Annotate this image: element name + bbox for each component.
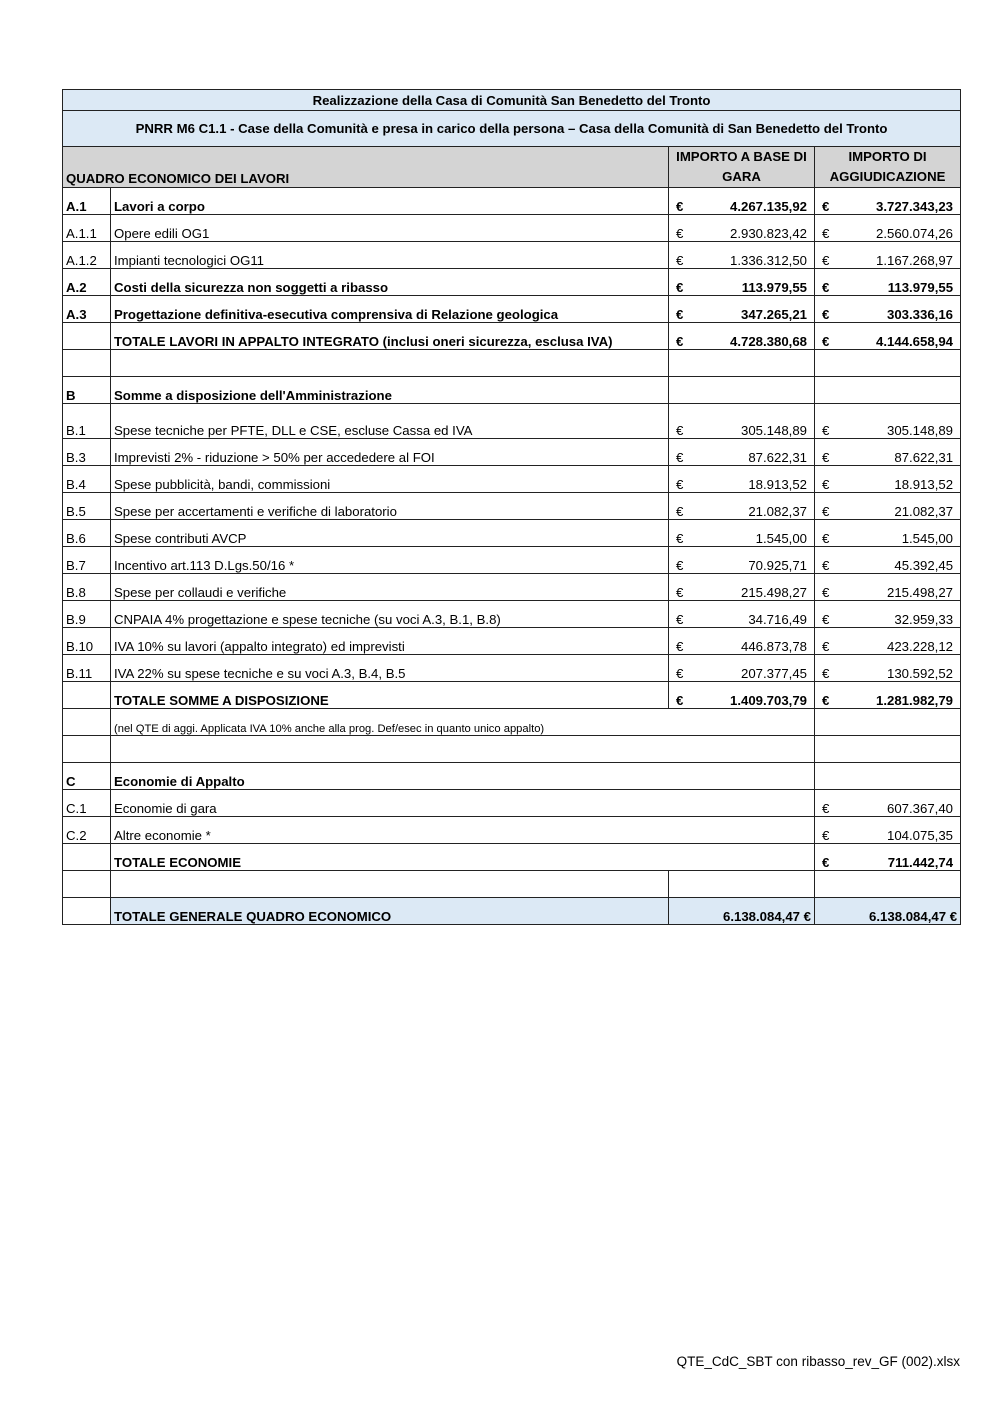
- currency-symbol: €: [676, 226, 684, 241]
- table-row: [63, 547, 961, 574]
- amount-base-gara: [669, 547, 815, 574]
- row-desc: Opere edili OG1: [111, 215, 669, 242]
- amount-aggiudicazione: [815, 790, 961, 817]
- amount-value: 18.913,52: [894, 477, 954, 492]
- blank-row: [63, 736, 961, 763]
- amount-value: 1.545,00: [901, 531, 954, 546]
- currency-symbol: €: [676, 666, 684, 681]
- currency-symbol: €: [676, 585, 684, 600]
- row-desc: IVA 22% su spese tecniche e su voci A.3, B.4, B.5: [111, 655, 669, 682]
- table-row: [63, 296, 961, 323]
- amount-value: 1.545,00: [755, 531, 807, 546]
- row-code: B.4: [63, 466, 111, 493]
- row-desc: IVA 10% su lavori (appalto integrato) ed imprevisti: [111, 628, 669, 655]
- row-code: B.8: [63, 574, 111, 601]
- section-b: [63, 404, 961, 682]
- table-row: [63, 574, 961, 601]
- currency-symbol: €: [676, 477, 684, 492]
- amount-aggiudicazione: [815, 188, 961, 215]
- amount-base-gara: [669, 655, 815, 682]
- table-row: [63, 439, 961, 466]
- amount-base-gara: [669, 269, 815, 296]
- grand-total-row: [63, 898, 961, 925]
- row-code: A.2: [63, 269, 111, 296]
- amount-value: 1.281.982,79: [876, 693, 954, 708]
- document-title: Realizzazione della Casa di Comunità San Benedetto del Tronto: [63, 90, 961, 111]
- currency-symbol: €: [822, 558, 830, 573]
- table-row: [63, 628, 961, 655]
- table-row: [63, 817, 961, 844]
- currency-symbol: €: [676, 531, 684, 546]
- amount-aggiudicazione: [815, 323, 961, 350]
- grand-total-label: TOTALE GENERALE QUADRO ECONOMICO: [111, 898, 669, 925]
- row-desc: Spese per collaudi e verifiche: [111, 574, 669, 601]
- row-desc: CNPAIA 4% progettazione e spese tecniche (su voci A.3, B.1, B.8): [111, 601, 669, 628]
- table-row: [63, 188, 961, 215]
- amount-base-gara: [669, 188, 815, 215]
- amount-base-gara: [669, 790, 815, 817]
- grand-total-base-gara: 6.138.084,47 €: [669, 898, 815, 925]
- amount-value: 34.716,49: [748, 612, 807, 627]
- amount-value: 45.392,45: [894, 558, 954, 573]
- amount-value: 3.727.343,23: [876, 199, 954, 214]
- amount-base-gara: [669, 493, 815, 520]
- section-b-note-row: [63, 709, 961, 736]
- amount-value: 2.930.823,42: [729, 226, 807, 241]
- section-c: [63, 790, 961, 844]
- amount-aggiudicazione: [815, 404, 961, 439]
- currency-symbol: €: [676, 612, 684, 627]
- amount-aggiudicazione: [815, 682, 961, 709]
- amount-value: 4.267.135,92: [729, 199, 807, 214]
- amount-value: 104.075,35: [887, 828, 954, 843]
- amount-base-gara: [669, 574, 815, 601]
- currency-symbol: €: [822, 423, 830, 438]
- row-desc: TOTALE ECONOMIE: [111, 844, 669, 871]
- amount-aggiudicazione: [815, 439, 961, 466]
- currency-symbol: €: [822, 693, 830, 708]
- row-desc: Spese pubblicità, bandi, commissioni: [111, 466, 669, 493]
- footer-filename: QTE_CdC_SBT con ribasso_rev_GF (002).xlsx: [676, 1354, 960, 1369]
- row-desc: Spese tecniche per PFTE, DLL e CSE, escluse Cassa ed IVA: [111, 404, 669, 439]
- amount-aggiudicazione: [815, 466, 961, 493]
- section-b-note: (nel QTE di aggi. Applicata IVA 10% anche alla prog. Def/esec in quanto unico appalto): [111, 709, 669, 736]
- row-code: A.3: [63, 296, 111, 323]
- section-c-code: C: [63, 763, 111, 790]
- row-code: C.2: [63, 817, 111, 844]
- amount-base-gara: [669, 242, 815, 269]
- document-subtitle: PNRR M6 C1.1 - Case della Comunità e presa in carico della persona – Casa della Comunità di San Benedetto del Tronto: [63, 111, 961, 147]
- table-row: [63, 493, 961, 520]
- currency-symbol: €: [676, 423, 684, 438]
- amount-aggiudicazione: [815, 215, 961, 242]
- amount-aggiudicazione: [815, 547, 961, 574]
- table-row: [63, 404, 961, 439]
- amount-value: 423.228,12: [887, 639, 954, 654]
- amount-value: 1.409.703,79: [729, 693, 807, 708]
- section-c-heading-row: [63, 763, 961, 790]
- row-code: B.3: [63, 439, 111, 466]
- amount-aggiudicazione: [815, 269, 961, 296]
- amount-base-gara: [669, 817, 815, 844]
- blank-row: [63, 350, 961, 377]
- currency-symbol: €: [822, 450, 830, 465]
- amount-value: 303.336,16: [887, 307, 954, 322]
- section-b-heading-row: [63, 377, 961, 404]
- amount-aggiudicazione: [815, 520, 961, 547]
- row-desc: Progettazione definitiva-esecutiva comprensiva di Relazione geologica: [111, 296, 669, 323]
- amount-value: 70.925,71: [748, 558, 807, 573]
- amount-value: 1.167.268,97: [876, 253, 954, 268]
- table-row: [63, 269, 961, 296]
- row-code: [63, 323, 111, 350]
- table-row: [63, 655, 961, 682]
- amount-value: 32.959,33: [894, 612, 954, 627]
- currency-symbol: €: [822, 828, 830, 843]
- currency-symbol: €: [676, 253, 684, 268]
- currency-symbol: €: [822, 585, 830, 600]
- currency-symbol: €: [676, 558, 684, 573]
- section-b-total-row: [63, 682, 961, 709]
- header-col-base-gara: [669, 147, 815, 188]
- amount-value: 347.265,21: [740, 307, 807, 322]
- row-desc: TOTALE SOMME A DISPOSIZIONE: [111, 682, 669, 709]
- amount-base-gara: [669, 628, 815, 655]
- currency-symbol: €: [676, 639, 684, 654]
- currency-symbol: €: [822, 280, 830, 295]
- amount-value: 4.144.658,94: [876, 334, 954, 349]
- currency-symbol: €: [676, 280, 684, 295]
- amount-base-gara: [669, 296, 815, 323]
- row-desc: Costi della sicurezza non soggetti a ribasso: [111, 269, 669, 296]
- section-b-code: B: [63, 377, 111, 404]
- amount-value: 130.592,52: [887, 666, 954, 681]
- table-row: [63, 790, 961, 817]
- currency-symbol: €: [676, 334, 684, 349]
- amount-aggiudicazione: [815, 574, 961, 601]
- row-desc: Economie di gara: [111, 790, 669, 817]
- row-code: B.11: [63, 655, 111, 682]
- amount-value: 305.148,89: [887, 423, 954, 438]
- currency-symbol: €: [676, 693, 684, 708]
- row-desc: Imprevisti 2% - riduzione > 50% per accededere al FOI: [111, 439, 669, 466]
- currency-symbol: €: [822, 666, 830, 681]
- amount-value: 87.622,31: [894, 450, 954, 465]
- currency-symbol: €: [676, 504, 684, 519]
- amount-base-gara: [669, 682, 815, 709]
- amount-value: 87.622,31: [748, 450, 807, 465]
- currency-symbol: €: [676, 199, 684, 214]
- row-code: A.1: [63, 188, 111, 215]
- amount-value: 21.082,37: [748, 504, 807, 519]
- amount-value: 711.442,74: [887, 855, 954, 870]
- amount-value: 2.560.074,26: [876, 226, 954, 241]
- amount-value: 113.979,55: [887, 280, 954, 295]
- amount-base-gara: [669, 404, 815, 439]
- table-row: [63, 466, 961, 493]
- amount-value: 305.148,89: [740, 423, 807, 438]
- currency-symbol: €: [822, 253, 830, 268]
- row-desc: Spese per accertamenti e verifiche di laboratorio: [111, 493, 669, 520]
- row-code: B.5: [63, 493, 111, 520]
- currency-symbol: €: [822, 801, 830, 816]
- row-desc: Impianti tecnologici OG11: [111, 242, 669, 269]
- subtitle-row: [63, 111, 961, 147]
- header-section-label: QUADRO ECONOMICO DEI LAVORI: [63, 147, 669, 188]
- section-a-total-row: [63, 323, 961, 350]
- amount-base-gara: [669, 520, 815, 547]
- table-row: [63, 242, 961, 269]
- row-code: B.10: [63, 628, 111, 655]
- header-col-base-gara-text: IMPORTO A BASE DI GARA: [676, 149, 807, 184]
- currency-symbol: €: [822, 226, 830, 241]
- row-desc: Incentivo art.113 D.Lgs.50/16 *: [111, 547, 669, 574]
- currency-symbol: €: [822, 639, 830, 654]
- amount-aggiudicazione: [815, 601, 961, 628]
- currency-symbol: €: [822, 504, 830, 519]
- currency-symbol: €: [822, 307, 830, 322]
- currency-symbol: €: [676, 307, 684, 322]
- title-row: [63, 90, 961, 111]
- amount-base-gara: [669, 439, 815, 466]
- amount-aggiudicazione: [815, 628, 961, 655]
- amount-value: 215.498,27: [887, 585, 954, 600]
- amount-aggiudicazione: [815, 655, 961, 682]
- currency-symbol: €: [822, 334, 830, 349]
- amount-base-gara: [669, 601, 815, 628]
- row-desc: TOTALE LAVORI IN APPALTO INTEGRATO (inclusi oneri sicurezza, esclusa IVA): [111, 323, 669, 350]
- amount-value: 18.913,52: [748, 477, 807, 492]
- section-b-title: Somme a disposizione dell'Amministrazione: [111, 377, 669, 404]
- amount-aggiudicazione: [815, 844, 961, 871]
- amount-value: 215.498,27: [740, 585, 807, 600]
- amount-value: 207.377,45: [740, 666, 807, 681]
- amount-value: 607.367,40: [887, 801, 954, 816]
- row-code: [63, 682, 111, 709]
- currency-symbol: €: [676, 450, 684, 465]
- table-row: [63, 520, 961, 547]
- currency-symbol: €: [822, 199, 830, 214]
- row-desc: Spese contributi AVCP: [111, 520, 669, 547]
- quadro-economico-sheet: [62, 89, 960, 925]
- amount-value: 4.728.380,68: [729, 334, 807, 349]
- header-col-aggiudicazione-text: IMPORTO DI AGGIUDICAZIONE: [829, 149, 946, 184]
- row-code: A.1.2: [63, 242, 111, 269]
- row-code: A.1.1: [63, 215, 111, 242]
- quadro-economico-table: [62, 89, 961, 925]
- section-c-total-row: [63, 844, 961, 871]
- row-code: B.7: [63, 547, 111, 574]
- amount-aggiudicazione: [815, 296, 961, 323]
- amount-value: 21.082,37: [894, 504, 954, 519]
- currency-symbol: €: [822, 477, 830, 492]
- amount-value: 1.336.312,50: [729, 253, 807, 268]
- row-code: B.6: [63, 520, 111, 547]
- amount-aggiudicazione: [815, 242, 961, 269]
- currency-symbol: €: [822, 531, 830, 546]
- grand-total-aggiudicazione: 6.138.084,47 €: [815, 898, 961, 925]
- section-a: [63, 188, 961, 323]
- currency-symbol: €: [822, 612, 830, 627]
- table-row: [63, 601, 961, 628]
- section-c-title: Economie di Appalto: [111, 763, 669, 790]
- header-col-aggiudicazione: [815, 147, 961, 188]
- row-desc: Lavori a corpo: [111, 188, 669, 215]
- table-row: [63, 215, 961, 242]
- row-code: B.9: [63, 601, 111, 628]
- row-desc: Altre economie *: [111, 817, 669, 844]
- row-code: [63, 844, 111, 871]
- currency-symbol: €: [822, 855, 830, 870]
- amount-aggiudicazione: [815, 493, 961, 520]
- amount-base-gara: [669, 323, 815, 350]
- amount-value: 446.873,78: [740, 639, 807, 654]
- amount-base-gara: [669, 215, 815, 242]
- amount-aggiudicazione: [815, 817, 961, 844]
- row-code: C.1: [63, 790, 111, 817]
- amount-base-gara: [669, 466, 815, 493]
- amount-value: 113.979,55: [741, 280, 807, 295]
- header-row: [63, 147, 961, 188]
- row-code: B.1: [63, 404, 111, 439]
- blank-row: [63, 871, 961, 898]
